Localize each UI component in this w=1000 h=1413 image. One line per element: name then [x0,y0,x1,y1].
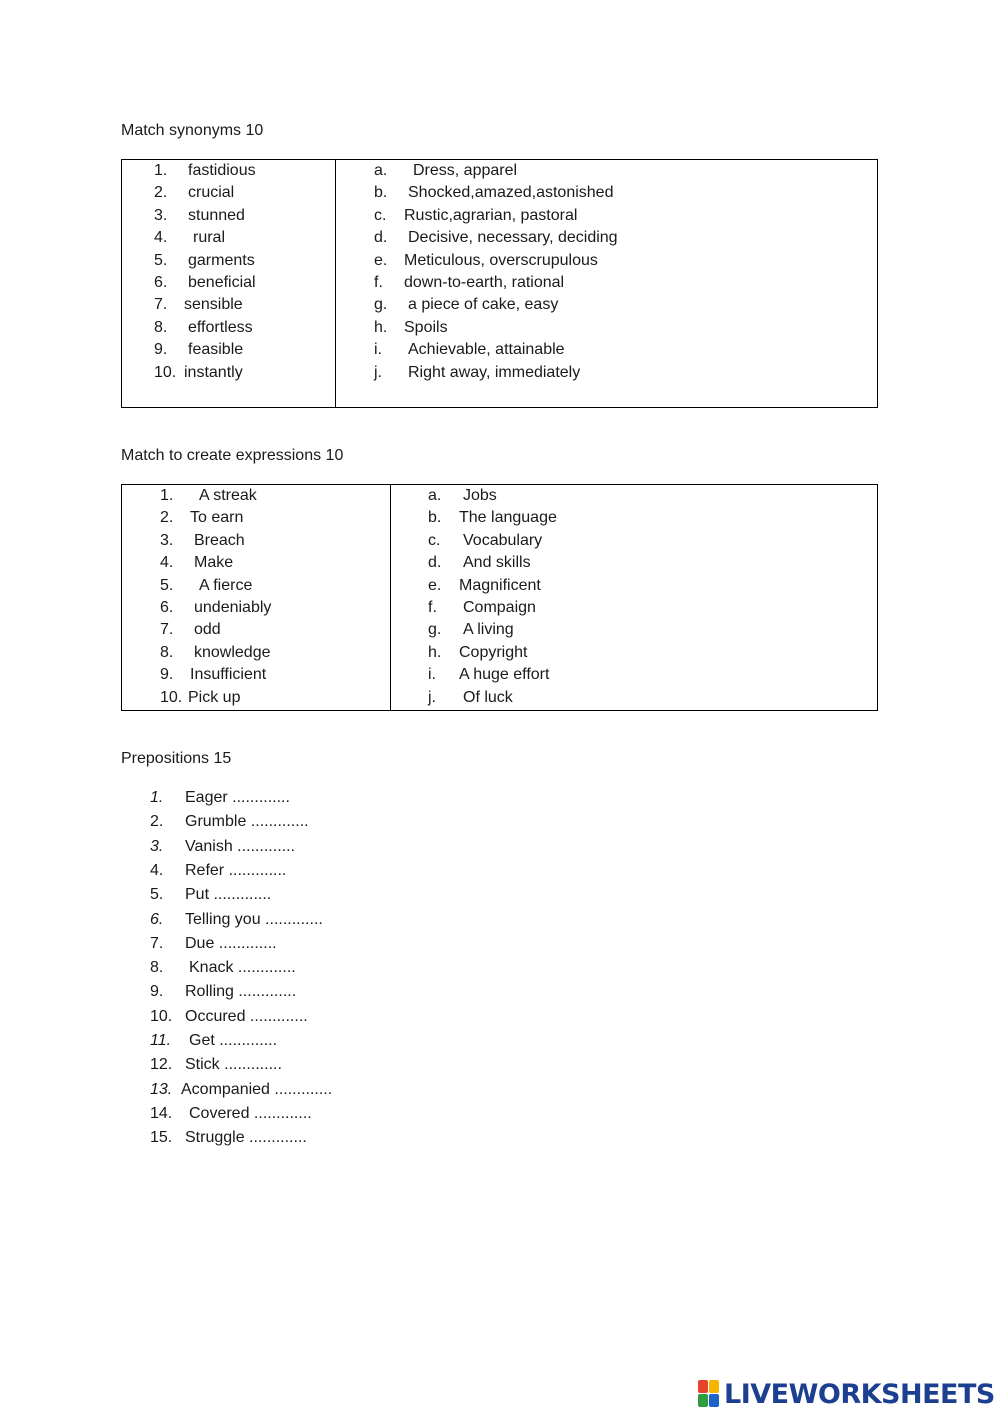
preposition-item [150,883,530,907]
left-item [122,687,388,709]
left-item [122,530,388,552]
item-text: A fierce [199,576,253,594]
item-number: 9. [160,666,174,684]
item-number: 12. [150,1056,173,1074]
section-title-prepositions: Prepositions 15 [121,750,232,767]
left-item [122,272,333,294]
logo-square-icon [698,1394,708,1407]
left-item [122,205,333,227]
left-item [122,619,388,641]
item-text: Shocked,amazed,astonished [408,184,614,202]
section-title-synonyms: Match synonyms 10 [121,122,264,139]
item-number: 8. [150,959,164,977]
item-text: A streak [199,487,257,504]
item-text: Due ............. [185,934,277,952]
preposition-item [150,1102,530,1126]
item-number: 9. [154,341,168,359]
item-number: 15. [150,1129,173,1147]
item-number: 10. [150,1007,173,1025]
left-item [122,642,388,664]
left-item [122,362,333,384]
right-item [336,205,816,227]
item-letter: d. [374,229,388,247]
item-letter: e. [428,576,442,594]
item-number: 11. [150,1032,172,1049]
item-text: Jobs [463,487,497,504]
item-text: Copyright [459,643,528,661]
item-text: The language [459,509,557,527]
logo-text: LIVEWORKSHEETS [724,1378,995,1410]
right-item [391,642,871,664]
item-text: instantly [184,363,243,381]
preposition-item [150,956,530,980]
item-number: 10. [160,688,183,706]
item-text: Rolling ............. [185,983,297,1001]
item-text: fastidious [188,162,256,179]
right-item [391,619,871,641]
right-item [391,552,871,574]
right-item [391,485,871,507]
item-letter: a. [374,162,388,179]
item-number: 6. [150,910,164,928]
item-number: 3. [154,206,168,224]
item-text: a piece of cake, easy [408,296,559,314]
item-text: effortless [188,318,253,336]
item-number: 7. [150,934,164,952]
section-title-expressions: Match to create expressions 10 [121,447,344,464]
left-item [122,250,333,272]
item-number: 4. [154,229,168,247]
item-text: Of luck [463,688,513,706]
right-item [336,362,816,384]
item-text: Vocabulary [463,531,543,549]
right-item [336,250,816,272]
right-item [336,160,816,182]
item-letter: d. [428,554,442,572]
left-item [122,552,388,574]
right-item [336,339,816,361]
item-text: Telling you ............. [185,910,323,928]
left-item [122,317,333,339]
item-letter: e. [374,251,388,269]
left-item [122,485,388,507]
item-letter: c. [374,206,387,224]
preposition-item [150,810,530,834]
item-text: Achievable, attainable [408,341,565,359]
item-text: To earn [190,509,244,527]
left-item [122,182,333,204]
item-text: rural [193,229,226,247]
left-item [122,339,333,361]
item-number: 3. [160,531,174,549]
item-number: 1. [150,789,164,806]
preposition-item [150,1029,530,1053]
item-text: Compaign [463,599,536,616]
item-number: 5. [154,251,168,269]
item-letter: c. [428,531,441,549]
item-text: Spoils [404,318,448,336]
item-text: Breach [194,531,245,549]
item-number: 8. [154,318,168,336]
item-number: 7. [154,296,168,314]
item-letter: g. [428,621,442,639]
item-number: 10. [154,363,177,381]
preposition-item [150,1005,530,1029]
item-number: 2. [160,509,174,527]
right-item [391,687,871,709]
item-number: 6. [154,274,168,291]
logo-square-icon [709,1394,719,1407]
item-text: sensible [184,296,243,314]
right-item [391,507,871,529]
item-letter: j. [428,688,436,706]
logo-square-icon [698,1380,708,1393]
item-letter: a. [428,487,442,504]
item-letter: f. [428,599,437,616]
item-text: down-to-earth, rational [404,274,565,291]
item-letter: b. [428,509,442,527]
item-letter: b. [374,184,388,202]
right-item [391,530,871,552]
item-text: odd [194,621,221,639]
item-number: 8. [160,643,174,661]
item-letter: j. [374,363,382,381]
item-text: Dress, apparel [413,162,518,179]
item-text: Refer ............. [185,861,287,879]
item-text: garments [188,251,255,269]
preposition-item [150,1078,530,1102]
right-item [336,317,816,339]
item-text: Decisive, necessary, deciding [408,229,618,247]
item-text: Put ............. [185,886,272,904]
item-letter: h. [374,318,388,336]
item-text: Acompanied ............. [181,1080,333,1098]
item-number: 14. [150,1104,173,1122]
item-text: Knack ............. [189,959,296,977]
preposition-item [150,1126,530,1150]
prepositions-list [150,786,550,1156]
item-letter: g. [374,296,388,314]
item-number: 2. [154,184,168,202]
right-item [336,294,816,316]
item-text: Meticulous, overscrupulous [404,251,598,269]
item-text: Insufficient [190,666,267,684]
right-item [336,227,816,249]
left-item [122,597,388,619]
item-text: feasible [188,341,244,359]
left-item [122,664,388,686]
item-number: 13. [150,1080,173,1098]
item-text: beneficial [188,274,256,291]
right-item [391,664,871,686]
item-text: Rustic,agrarian, pastoral [404,206,578,224]
preposition-item [150,980,530,1004]
item-text: A living [463,621,514,639]
item-number: 1. [160,487,174,504]
left-item [122,160,333,182]
preposition-item [150,835,530,859]
item-text: Right away, immediately [408,363,581,381]
item-text: And skills [463,554,531,572]
item-number: 4. [160,554,174,572]
item-number: 2. [150,813,164,831]
item-number: 5. [150,886,164,904]
item-text: crucial [188,184,235,202]
preposition-item [150,786,530,810]
expressions-table [121,484,878,711]
item-text: stunned [188,206,245,224]
item-letter: i. [374,341,382,359]
item-text: Covered ............. [189,1104,312,1122]
left-item [122,507,388,529]
item-number: 4. [150,861,164,879]
item-letter: f. [374,274,383,291]
item-text: Eager ............. [185,789,290,806]
item-text: Make [194,554,234,572]
item-number: 5. [160,576,174,594]
item-text: Stick ............. [185,1056,282,1074]
item-text: A huge effort [459,666,550,684]
left-item [122,227,333,249]
item-letter: h. [428,643,442,661]
left-item [122,575,388,597]
right-item [391,575,871,597]
right-item [336,182,816,204]
logo-square-icon [709,1380,719,1393]
right-item [391,597,871,619]
item-number: 7. [160,621,174,639]
preposition-item [150,859,530,883]
item-text: Pick up [188,688,241,706]
item-letter: i. [428,666,436,684]
item-text: Magnificent [459,576,541,594]
preposition-item [150,932,530,956]
left-item [122,294,333,316]
right-item [336,272,816,294]
item-text: undeniably [194,599,272,616]
item-number: 6. [160,599,174,616]
liveworksheets-logo [698,1378,995,1410]
item-text: knowledge [194,643,271,661]
logo-mark-icon [698,1380,720,1408]
item-text: Get ............. [189,1032,278,1049]
synonyms-table [121,159,878,408]
item-text: Struggle ............. [185,1129,307,1147]
item-number: 3. [150,837,164,855]
item-text: Vanish ............. [185,837,295,855]
item-text: Occured ............. [185,1007,308,1025]
preposition-item [150,1053,530,1077]
preposition-item [150,908,530,932]
item-number: 1. [154,162,168,179]
item-number: 9. [150,983,164,1001]
item-text: Grumble ............. [185,813,309,831]
